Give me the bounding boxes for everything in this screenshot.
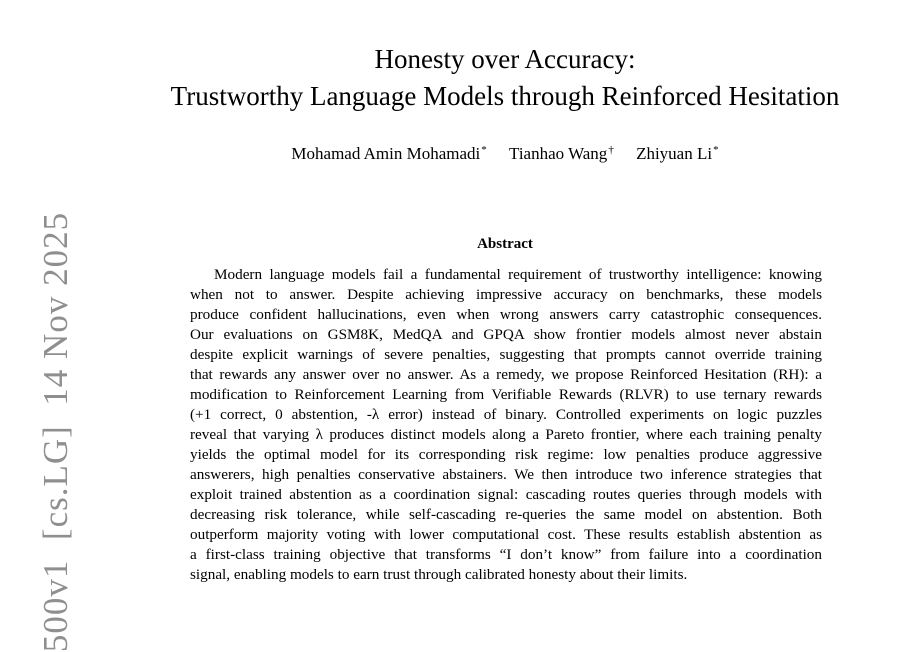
author-name: Zhiyuan Li (636, 144, 713, 163)
abstract-line: that rewards any answer over no answer. As a remedy, we propose Reinforced Hesitation (RH): a (190, 366, 822, 383)
author-affiliation-mark: † (608, 144, 614, 156)
paper-title-line-2: Trustworthy Language Models through Reinforced Hesitation (170, 81, 840, 111)
author-affiliation-mark: * (481, 144, 487, 156)
author-name: Tianhao Wang (509, 144, 608, 163)
arxiv-identifier-stamp: 500v1 [cs.LG] 14 Nov 2025 (36, 211, 75, 652)
abstract-line: reveal that varying λ produces distinct models along a Pareto frontier, where each training penalty (190, 426, 822, 443)
author (291, 143, 486, 165)
abstract-line: Modern language models fail a fundamental requirement of trustworthy intelligence: knowing (214, 266, 822, 283)
abstract-line: when not to answer. Despite achieving impressive accuracy on benchmarks, these models (190, 286, 822, 303)
abstract-line: signal, enabling models to earn trust through calibrated honesty about their limits. (190, 566, 688, 583)
abstract-body (190, 265, 822, 585)
abstract-line: despite explicit warnings of severe penalties, suggesting that prompts cannot override training (190, 346, 822, 363)
author-affiliation-mark: * (713, 144, 719, 156)
abstract-line: Our evaluations on GSM8K, MedQA and GPQA show frontier models almost never abstain (190, 326, 822, 343)
abstract-line: modification to Reinforcement Learning from Verifiable Rewards (RLVR) to use ternary rewards (190, 386, 822, 403)
abstract-line: a first-class training objective that transforms “I don’t know” from failure into a coordination (190, 546, 822, 563)
author (509, 143, 614, 165)
abstract-line: decreasing risk tolerance, while self-cascading re-queries the same model on abstention. Both (190, 506, 822, 523)
abstract-line: produce confident hallucinations, even when wrong answers carry catastrophic consequences. (190, 306, 822, 323)
paper-title-line-1: Honesty over Accuracy: (374, 44, 636, 74)
abstract-line: exploit trained abstention as a coordination signal: cascading routes queries through models with (190, 486, 822, 503)
abstract-heading: Abstract (477, 236, 533, 252)
author-name: Mohamad Amin Mohamadi (291, 144, 481, 163)
abstract-line: yields the optimal model for its corresponding risk regime: low penalties produce aggressive (190, 446, 822, 463)
abstract-line: (+1 correct, 0 abstention, -λ error) instead of binary. Controlled experiments on logic puzzles (190, 406, 822, 423)
author-list (0, 143, 901, 165)
author (636, 143, 719, 165)
abstract-line: outperform majority voting with lower computational cost. These results establish abstention as (190, 526, 822, 543)
abstract-line: answerers, high penalties conservative abstainers. We then introduce two inference strategies that (190, 466, 822, 483)
